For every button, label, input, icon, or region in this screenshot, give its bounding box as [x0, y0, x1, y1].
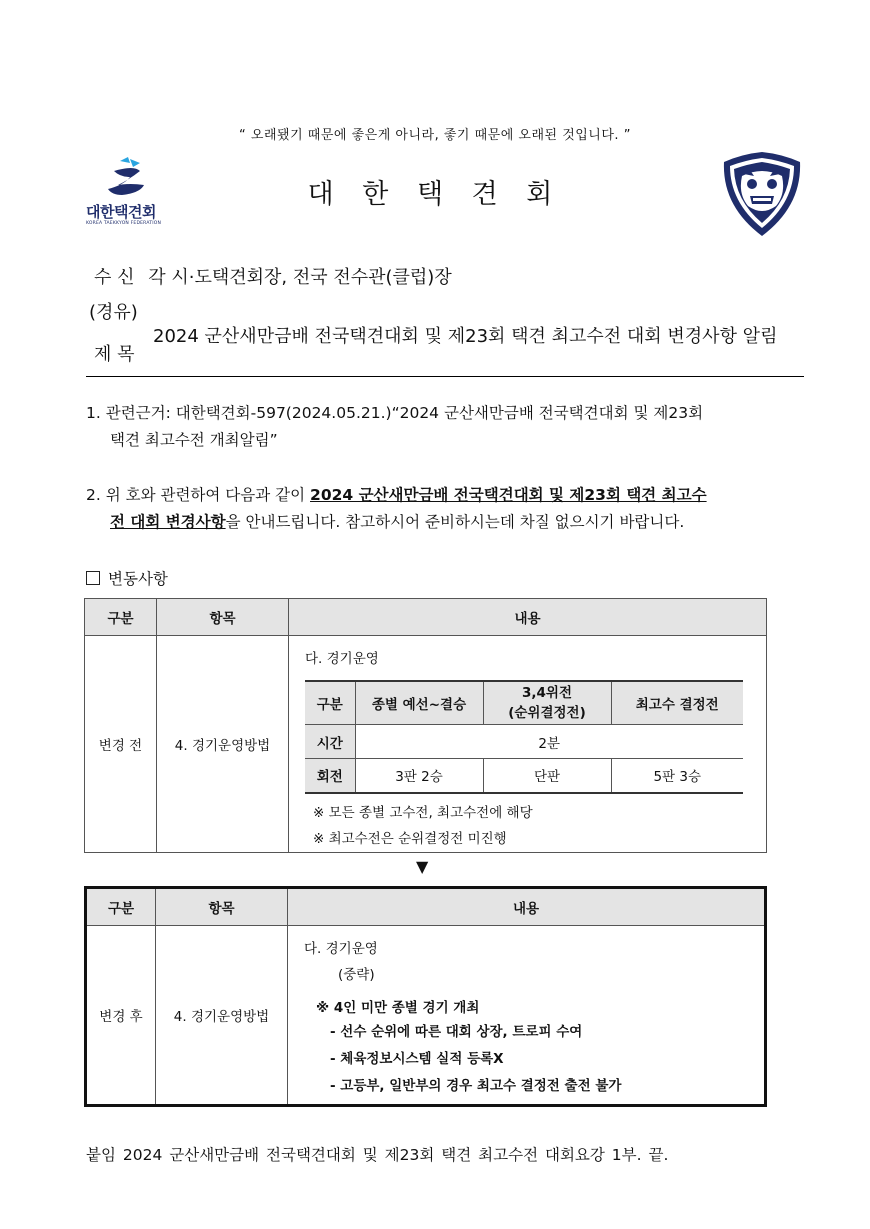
via-row: (경유) [89, 302, 138, 323]
before-content [289, 636, 767, 853]
after-omitted: (중략) [338, 967, 375, 983]
after-content [288, 926, 766, 1106]
after-notice-block [304, 996, 764, 1098]
round-value-third-place: 단판 [483, 759, 611, 793]
inner-header-division: 구분 [305, 681, 355, 725]
before-division: 변경 전 [85, 636, 157, 853]
after-bullet-1: - 선수 순위에 따른 대회 상장, 트로피 수여 [330, 1024, 583, 1040]
subject-label: 제 목 [94, 344, 135, 365]
after-notice: ※ 4인 미만 종별 경기 개최 [316, 1000, 480, 1016]
paragraph-1-continuation: 택견 최고수전 개최알림” [110, 431, 278, 449]
inner-header-third-place-line1: 3,4위전 [522, 685, 572, 701]
paragraph-1 [86, 400, 811, 454]
before-item: 4. 경기운영방법 [157, 636, 289, 853]
recipient-row [94, 263, 452, 289]
shield-mask-icon [720, 150, 804, 238]
time-value: 2분 [355, 725, 743, 759]
inner-header-category: 종별 예선~결승 [355, 681, 483, 725]
header-content: 내용 [289, 599, 767, 636]
paragraph-1-line: 1. 관련근거: 대한택견회-597(2024.05.21.)“2024 군산새만금배 전국택견대회 및 제23회 [86, 404, 704, 422]
paragraph-2-highlight-a: 2024 군산새만금배 전국택견대회 및 제23회 택견 최고수 [310, 486, 707, 504]
after-content-title: 다. 경기운영 [304, 941, 378, 957]
header-division: 구분 [85, 599, 157, 636]
section-heading [86, 567, 168, 589]
paragraph-2 [86, 482, 811, 536]
before-table [84, 598, 767, 853]
before-note-2: ※ 최고수전은 순위결정전 미진행 [313, 830, 507, 847]
org-title: 대 한 택 견 회 [307, 179, 563, 210]
after-bullet-3: - 고등부, 일반부의 경우 최고수 결정전 출전 불가 [330, 1078, 622, 1094]
checkbox-square-icon [86, 571, 100, 585]
down-arrow-icon: ▼ [416, 857, 429, 876]
paragraph-2-prefix: 2. 위 호와 관련하여 다음과 같이 [86, 486, 311, 504]
game-rules-table [305, 680, 743, 794]
after-division: 변경 후 [86, 926, 156, 1106]
attachment-note: 붙임 2024 군산새만금배 전국택견대회 및 제23회 택견 최고수전 대회요강 1부. 끝. [86, 1146, 669, 1164]
header-divider [86, 376, 804, 377]
before-notes [305, 800, 766, 852]
recipient-value: 각 시·도택견회장, 전국 전수관(클럽)장 [148, 267, 452, 288]
inner-header-third-place [483, 681, 611, 725]
motto: “ 오래됐기 때문에 좋은게 아니라, 좋기 때문에 오래된 것입니다. ” [239, 128, 631, 143]
before-note-1: ※ 모든 종별 고수전, 최고수전에 해당 [313, 804, 533, 821]
round-label: 회전 [305, 759, 355, 793]
header-division: 구분 [86, 888, 156, 926]
before-content-title: 다. 경기운영 [305, 651, 379, 667]
header-content: 내용 [288, 888, 766, 926]
after-item: 4. 경기운영방법 [156, 926, 288, 1106]
recipient-label: 수 신 [94, 267, 135, 288]
time-label: 시간 [305, 725, 355, 759]
paragraph-2-suffix: 을 안내드립니다. 참고하시어 준비하시는데 차질 없으시기 바랍니다. [225, 513, 685, 531]
federation-logo-subtitle: KOREA TAEKKYON FEDERATION [86, 221, 162, 226]
subject-text: 2024 군산새만금배 전국택견대회 및 제23회 택견 최고수전 대회 변경사항 알림 [153, 326, 778, 347]
header-item: 항목 [156, 888, 288, 926]
inner-header-third-place-line2: (순위결정전) [508, 705, 586, 721]
header-item: 항목 [157, 599, 289, 636]
taekkyon-shield-logo [720, 150, 804, 238]
section-title: 변동사항 [108, 570, 168, 588]
federation-logo-name: 대한택견회 [86, 203, 156, 221]
after-bullet-2: - 체육정보시스템 실적 등록X [330, 1051, 504, 1067]
round-value-category: 3판 2승 [355, 759, 483, 793]
after-table [84, 886, 767, 1107]
inner-header-final: 최고수 결정전 [611, 681, 743, 725]
paragraph-2-highlight-b: 전 대회 변경사항 [110, 513, 226, 531]
round-value-final: 5판 3승 [611, 759, 743, 793]
